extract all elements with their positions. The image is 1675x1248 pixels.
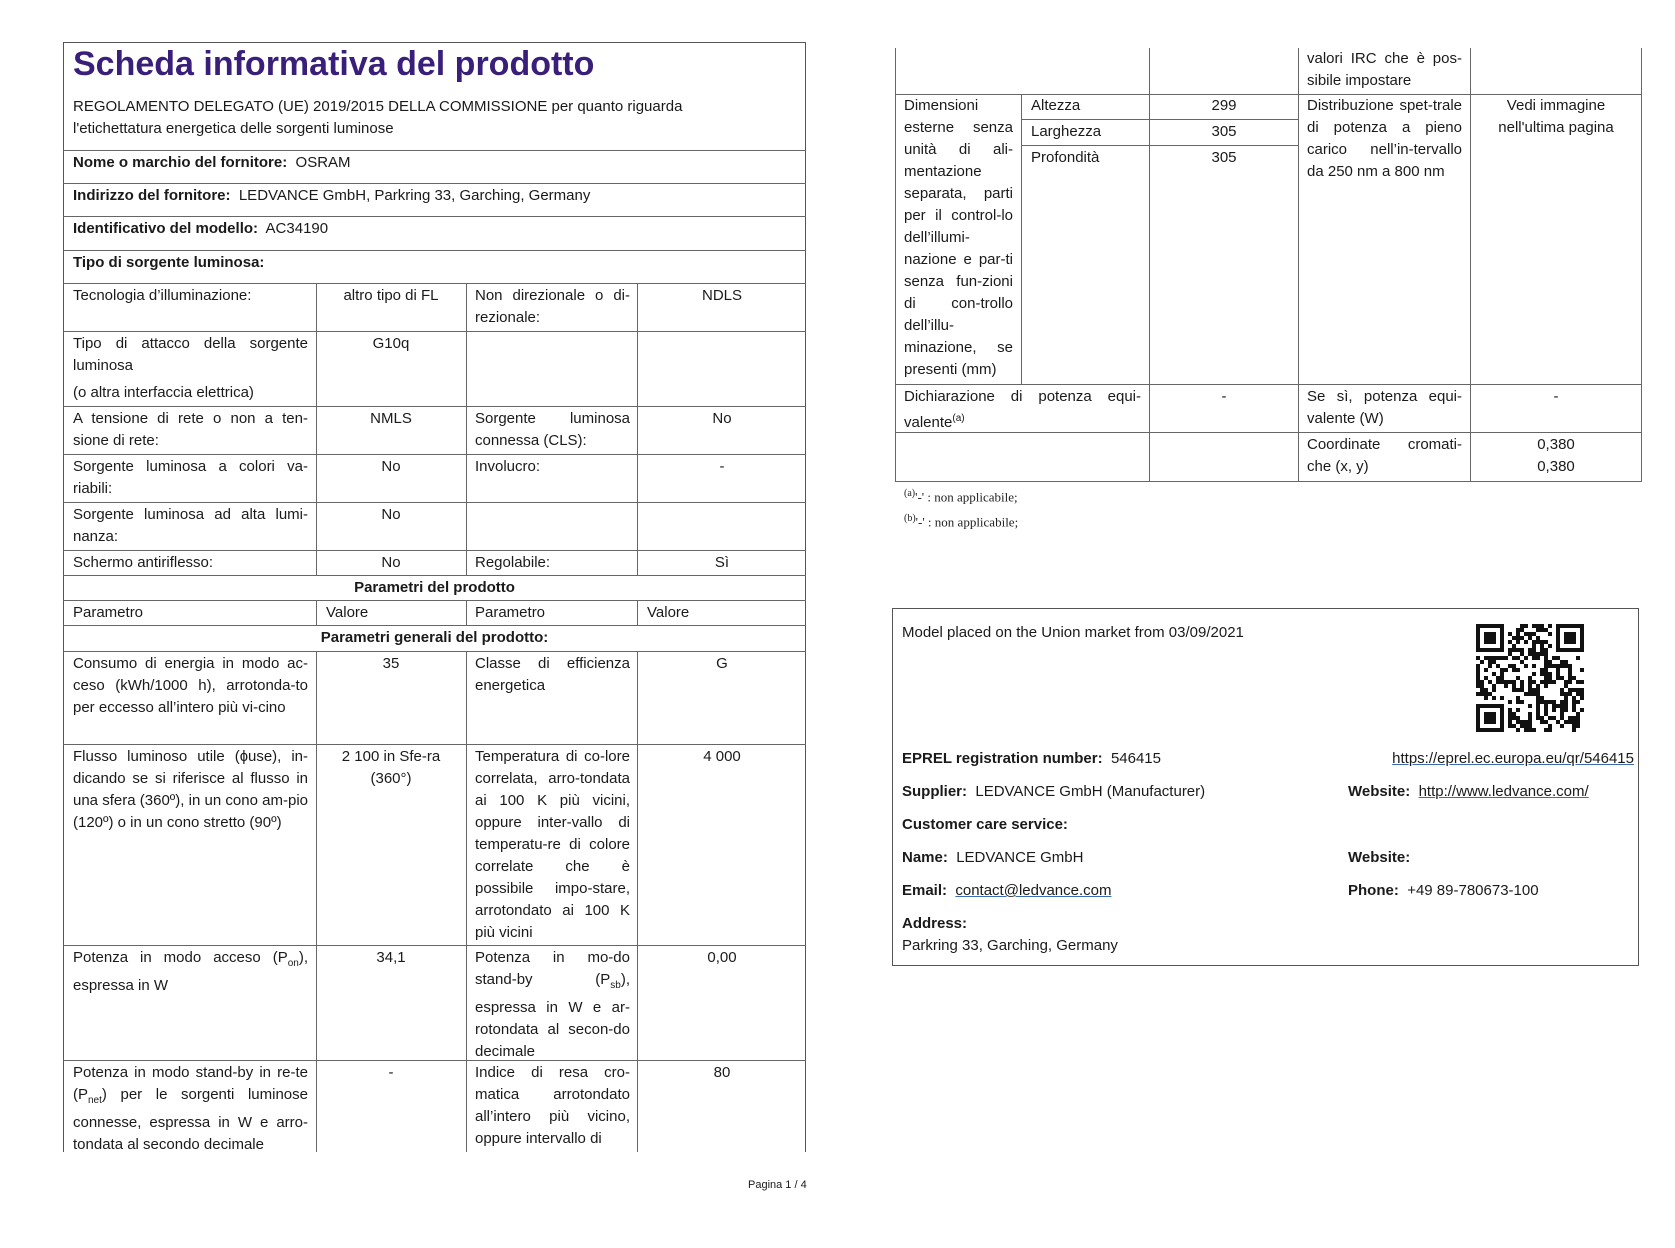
column-header-param-2: Parametro bbox=[475, 604, 546, 621]
regulation-text-line2: l'etichettatura energetica delle sorgenti luminose bbox=[73, 120, 394, 137]
colour-tunable-value: No bbox=[381, 458, 401, 475]
anti-glare-value: No bbox=[381, 554, 401, 571]
general-params-heading: Parametri generali del prodotto: bbox=[320, 629, 549, 646]
anti-glare-label: Schermo antiriflesso: bbox=[73, 554, 214, 571]
care-website-label: Website: bbox=[1348, 849, 1411, 866]
column-header-value-1: Valore bbox=[326, 604, 369, 621]
cri-value: 80 bbox=[713, 1064, 731, 1081]
care-address-value: Parkring 33, Garching, Germany bbox=[902, 937, 1118, 954]
height-label: Altezza bbox=[1031, 97, 1081, 114]
depth-value: 305 bbox=[1211, 149, 1237, 166]
supplier-name-label: Nome o marchio del fornitore: bbox=[73, 154, 288, 171]
model-id-row bbox=[73, 218, 798, 240]
high-luminance-label: Sorgente luminosa ad alta lumi-nanza: bbox=[73, 506, 308, 545]
equivalent-power-w-value: - bbox=[1553, 388, 1559, 405]
page-number: Pagina 1 / 4 bbox=[748, 1179, 807, 1191]
width-label: Larghezza bbox=[1031, 123, 1102, 140]
care-address-label: Address: bbox=[902, 915, 968, 932]
directional-value: NDLS bbox=[701, 287, 742, 304]
efficiency-class-label: Classe di efficienza energetica bbox=[475, 655, 630, 694]
source-type-heading: Tipo di sorgente luminosa: bbox=[73, 254, 265, 271]
care-phone-row bbox=[1348, 880, 1638, 902]
envelope-value: - bbox=[719, 458, 725, 475]
website-link[interactable]: http://www.ledvance.com/ bbox=[1418, 783, 1589, 800]
equivalent-power-w-label: Se sì, potenza equi-valente (W) bbox=[1307, 388, 1462, 427]
cri-label: Indice di resa cro-matica arrotondato all’intero più vicino, oppure intervallo di bbox=[475, 1064, 630, 1147]
dimmable-value: Sì bbox=[714, 554, 730, 571]
envelope-label: Involucro: bbox=[475, 458, 541, 475]
regulation-text-line1: REGOLAMENTO DELEGATO (UE) 2019/2015 DELLA COMMISSIONE per quanto riguarda bbox=[73, 98, 683, 115]
width-value: 305 bbox=[1211, 123, 1237, 140]
footnote-b: $^{(b)}$'-' : non applicabile; bbox=[904, 513, 1019, 530]
customer-care-heading: Customer care service: bbox=[902, 816, 1068, 833]
directional-label: Non direzionale o di-rezionale: bbox=[475, 287, 630, 326]
product-params-heading: Parametri del prodotto bbox=[354, 579, 515, 596]
footnote-a: $^{(a)}$'-' : non applicabile; bbox=[904, 488, 1018, 505]
care-phone-value: +49 89-780673-100 bbox=[1407, 882, 1539, 899]
colour-temperature-value: 4 000 bbox=[703, 748, 741, 765]
high-luminance-value: No bbox=[381, 506, 401, 523]
column-header-value-2: Valore bbox=[647, 604, 690, 621]
care-phone-label: Phone: bbox=[1348, 882, 1399, 899]
equivalent-power-value: - bbox=[1221, 388, 1227, 405]
cap-type-value: G10q bbox=[372, 335, 410, 352]
care-email-link[interactable]: contact@ledvance.com bbox=[955, 882, 1112, 899]
colour-temperature-label: Temperatura di co-lore correlata, arro-tondata ai 100 K più vicini, oppure inter-vallo di temperatu-re di colore correlate che è possibile impo-stare, arrotondato ai 100 K più vicini bbox=[475, 748, 630, 941]
networked-standby-label: Potenza in modo stand-by in re-te $(P_{net})$ per le sorgenti luminose connesse, espressa in W e arro-tondata al secondo decimale bbox=[73, 1064, 308, 1153]
supplier-address-row bbox=[73, 185, 798, 207]
website-label: Website: bbox=[1348, 783, 1411, 800]
supplier-address-value: LEDVANCE GmbH, Parkring 33, Garching, Germany bbox=[238, 187, 591, 204]
model-id-value: AC34190 bbox=[265, 220, 329, 237]
cap-type-label-note: (o altra interfaccia elettrica) bbox=[73, 384, 254, 401]
care-email-label: Email: bbox=[902, 882, 948, 899]
efficiency-class-value: G bbox=[716, 655, 728, 672]
supplier-row bbox=[902, 781, 1322, 803]
luminous-flux-value: 2 100 in Sfe-ra (360°) bbox=[341, 748, 441, 787]
eprel-reg-row bbox=[902, 748, 1322, 770]
supplier-value: LEDVANCE GmbH (Manufacturer) bbox=[975, 783, 1206, 800]
care-name-row bbox=[902, 847, 1322, 869]
market-date-text: Model placed on the Union market from 03/09/2021 bbox=[902, 624, 1244, 641]
eprel-reg-label: EPREL registration number: bbox=[902, 750, 1103, 767]
spectral-distribution-value: Vedi immagine nell'ultima pagina bbox=[1498, 97, 1614, 136]
column-header-param-1: Parametro bbox=[73, 604, 144, 621]
chromaticity-x-value: 0,380 bbox=[1537, 436, 1575, 453]
page-title: Scheda informativa del prodotto bbox=[73, 45, 595, 83]
supplier-label: Supplier: bbox=[902, 783, 968, 800]
on-mode-power-label: Potenza in modo acceso $(P_{on})$, espressa in W bbox=[73, 949, 308, 994]
depth-label: Profondità bbox=[1031, 149, 1100, 166]
chromaticity-label: Coordinate cromati-che (x, y) bbox=[1307, 436, 1462, 475]
equivalent-power-label: Dichiarazione di potenza equi-valente$^{(a)}$ bbox=[904, 388, 1141, 431]
energy-consumption-value: 35 bbox=[382, 655, 400, 672]
luminous-flux-label: Flusso luminoso utile (ɸuse), in-dicando se si riferisce al flusso in una sfera (360º), in un cono am-pio (120º) o in un cono stretto (90º) bbox=[73, 748, 308, 831]
dimmable-label: Regolabile: bbox=[475, 554, 551, 571]
connected-source-value: No bbox=[712, 410, 732, 427]
lighting-technology-label: Tecnologia d’illuminazione: bbox=[73, 287, 252, 304]
eprel-link[interactable]: https://eprel.ec.europa.eu/qr/546415 bbox=[1392, 750, 1634, 767]
on-mode-power-value: 34,1 bbox=[376, 949, 406, 966]
standby-power-value: 0,00 bbox=[707, 949, 737, 966]
supplier-address-label: Indirizzo del fornitore: bbox=[73, 187, 231, 204]
care-name-label: Name: bbox=[902, 849, 948, 866]
supplier-name-value: OSRAM bbox=[295, 154, 351, 171]
chromaticity-y-value: 0,380 bbox=[1537, 458, 1575, 475]
supplier-name-row bbox=[73, 152, 798, 174]
standby-power-label: Potenza in mo-do stand-by $(P_{sb})$, espressa in W e ar-rotondata al secon-do decimale bbox=[475, 949, 630, 1060]
mains-value: NMLS bbox=[370, 410, 412, 427]
spectral-distribution-label: Distribuzione spet-trale di potenza a pieno carico nell’in-tervallo da 250 nm a 800 nm bbox=[1307, 97, 1462, 180]
qr-code[interactable] bbox=[1476, 624, 1584, 732]
care-email-row bbox=[902, 880, 1322, 902]
height-value: 299 bbox=[1211, 97, 1237, 114]
website-row bbox=[1348, 781, 1638, 803]
cap-type-label: Tipo di attacco della sorgente luminosa bbox=[73, 335, 308, 374]
mains-label: A tensione di rete o non a ten-sione di rete: bbox=[73, 410, 308, 449]
cri-continued-text: valori IRC che è pos-sibile impostare bbox=[1307, 50, 1462, 89]
dimensions-label: Dimensioni esterne senza unità di ali-mentazione separata, parti per il control-lo dell’illumi-nazione e par-ti senza fun-zioni di con-trollo dell’illu-minazione, se presenti (mm) bbox=[904, 97, 1013, 378]
eprel-reg-value: 546415 bbox=[1110, 750, 1161, 767]
energy-consumption-label: Consumo di energia in modo ac-ceso (kWh/1000 h), arrotonda-to per eccesso all’intero più vi-cino bbox=[73, 655, 308, 716]
care-name-value: LEDVANCE GmbH bbox=[956, 849, 1084, 866]
model-id-label: Identificativo del modello: bbox=[73, 220, 259, 237]
colour-tunable-label: Sorgente luminosa a colori va-riabili: bbox=[73, 458, 308, 497]
networked-standby-value: - bbox=[388, 1064, 394, 1081]
connected-source-label: Sorgente luminosa connessa (CLS): bbox=[475, 410, 630, 449]
lighting-technology-value: altro tipo di FL bbox=[343, 287, 439, 304]
